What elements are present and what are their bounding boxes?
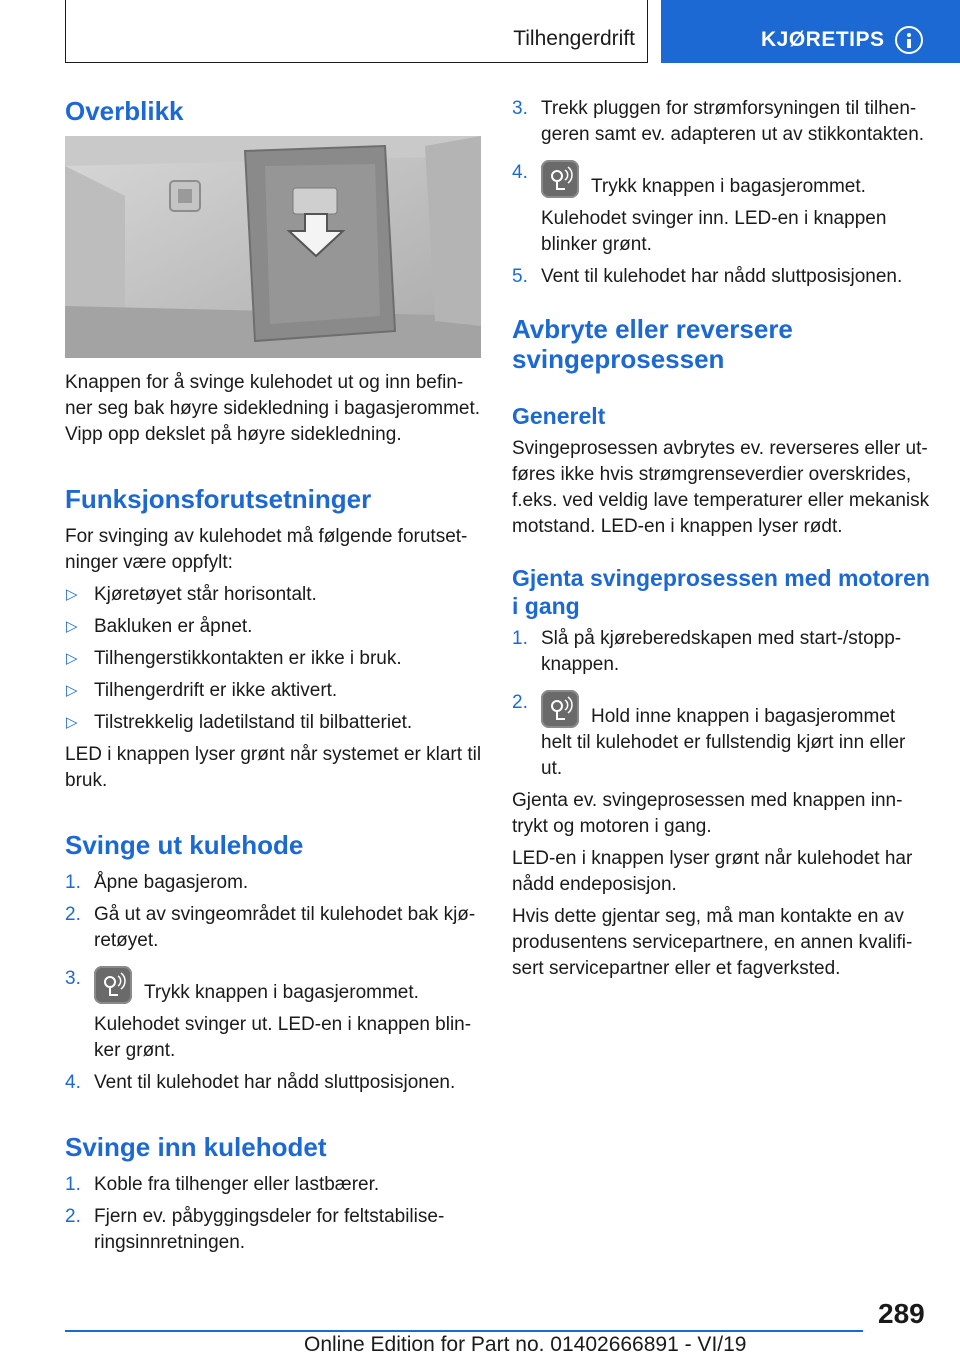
list-item: 4. Vent til kulehodet har nådd sluttposisjonen. bbox=[65, 1072, 456, 1093]
page-number: 289 bbox=[878, 1298, 925, 1329]
heading-generelt: Generelt bbox=[512, 403, 606, 429]
header-category-tab bbox=[661, 0, 960, 63]
funksjon-intro: For svinging av kulehodet må følgende forutset-ninger være oppfylt: bbox=[65, 526, 468, 573]
photo-caption: Knappen for å svinge kulehodet ut og inn befin-ner seg bak høyre sidekledning i bagasjerommet. Vipp opp dekslet på høyre sidekledning. bbox=[65, 372, 481, 445]
list-item: ▷ Tilhengerdrift er ikke aktivert. bbox=[65, 678, 483, 704]
list-item: ▷ Kjøretøyet står horisontalt. bbox=[65, 582, 483, 608]
heading-gjenta: Gjenta svingeprosessen med motoren i gang bbox=[512, 565, 930, 619]
paragraph-led: LED-en i knappen lyser grønt når kulehodet har nådd endeposisjon. bbox=[512, 848, 913, 895]
trunk-photo bbox=[65, 136, 481, 358]
list-item: 4. Trykk knappen i bagasjerommet. Kulehodet svinger inn. LED-en i knappen blinker grønt. bbox=[512, 162, 887, 255]
list-item: 5. Vent til kulehodet har nådd sluttposisjonen. bbox=[512, 266, 903, 287]
footer-divider bbox=[65, 1330, 863, 1332]
footer-edition: Online Edition for Part no. 01402666891 - VI/19 bbox=[304, 1333, 747, 1356]
heading-svinge-inn: Svinge inn kulehodet bbox=[65, 1132, 327, 1162]
list-item: 1. Slå på kjøreberedskapen med start-/stopp-knappen. bbox=[512, 628, 902, 675]
paragraph-service: Hvis dette gjentar seg, må man kontakte en av produsentens servicepartnere, en annen kvalifi-sert servicepartner eller et fagverksted. bbox=[512, 906, 913, 979]
hitch-button-icon bbox=[94, 966, 132, 1004]
triangle-bullet-icon: ▷ bbox=[66, 682, 78, 699]
list-item: 2. Fjern ev. påbyggingsdeler for feltstabilise-ringsinnretningen. bbox=[65, 1206, 445, 1253]
heading-overblikk: Overblikk bbox=[65, 96, 184, 126]
info-icon bbox=[895, 26, 923, 54]
header-section-title: Tilhengerdrift bbox=[513, 27, 635, 50]
list-item: ▷ Tilstrekkelig ladetilstand til bilbatteriet. bbox=[65, 710, 483, 736]
right-column bbox=[512, 96, 930, 988]
list-item: 3. Trekk pluggen for strømforsyningen til tilhen-geren samt ev. adapteren ut av stikkontakten. bbox=[512, 98, 925, 145]
triangle-bullet-icon: ▷ bbox=[66, 714, 78, 731]
heading-svinge-ut: Svinge ut kulehode bbox=[65, 830, 304, 860]
generelt-text: Svingeprosessen avbrytes ev. reverseres eller ut-føres ikke hvis strømgrenseverdier overskrides, f.eks. ved veldig lave temperaturer eller mekanisk motstand. LED-en i knappen lyser rødt. bbox=[512, 438, 930, 537]
header-category-title: KJØRETIPS bbox=[761, 28, 885, 51]
heading-funksjon: Funksjonsforutsetninger bbox=[65, 484, 372, 514]
triangle-bullet-icon: ▷ bbox=[66, 586, 78, 603]
list-item: 2. Gå ut av svingeområdet til kulehodet bak kjø-retøyet. bbox=[65, 904, 476, 951]
list-item: 1. Koble fra tilhenger eller lastbærer. bbox=[65, 1174, 380, 1195]
hitch-button-icon bbox=[541, 160, 579, 198]
list-item: 2. Hold inne knappen i bagasjerommet helt til kulehodet er fullstendig kjørt inn eller ut. bbox=[512, 692, 906, 779]
heading-avbryte: Avbryte eller reversere svingeprosessen bbox=[512, 314, 793, 374]
ut-steps bbox=[65, 870, 483, 1096]
triangle-bullet-icon: ▷ bbox=[66, 650, 78, 667]
list-item: 3. Trykk knappen i bagasjerommet. Kulehodet svinger ut. LED-en i knappen blin-ker grønt. bbox=[65, 968, 472, 1061]
hitch-button-icon bbox=[541, 690, 579, 728]
list-item: ▷ Tilhengerstikkontakten er ikke i bruk. bbox=[65, 646, 483, 672]
triangle-bullet-icon: ▷ bbox=[66, 618, 78, 635]
left-column bbox=[65, 96, 483, 1262]
inn-steps-continued bbox=[512, 96, 930, 290]
requirements-list bbox=[65, 582, 483, 736]
inn-steps bbox=[65, 1172, 483, 1256]
header-section-tab bbox=[65, 0, 648, 63]
list-item: ▷ Bakluken er åpnet. bbox=[65, 614, 483, 640]
list-item: 1. Åpne bagasjerom. bbox=[65, 872, 249, 893]
gjenta-steps bbox=[512, 626, 930, 782]
led-note: LED i knappen lyser grønt når systemet er klart til bruk. bbox=[65, 744, 482, 791]
paragraph-gjenta: Gjenta ev. svingeprosessen med knappen inn-trykt og motoren i gang. bbox=[512, 790, 903, 837]
